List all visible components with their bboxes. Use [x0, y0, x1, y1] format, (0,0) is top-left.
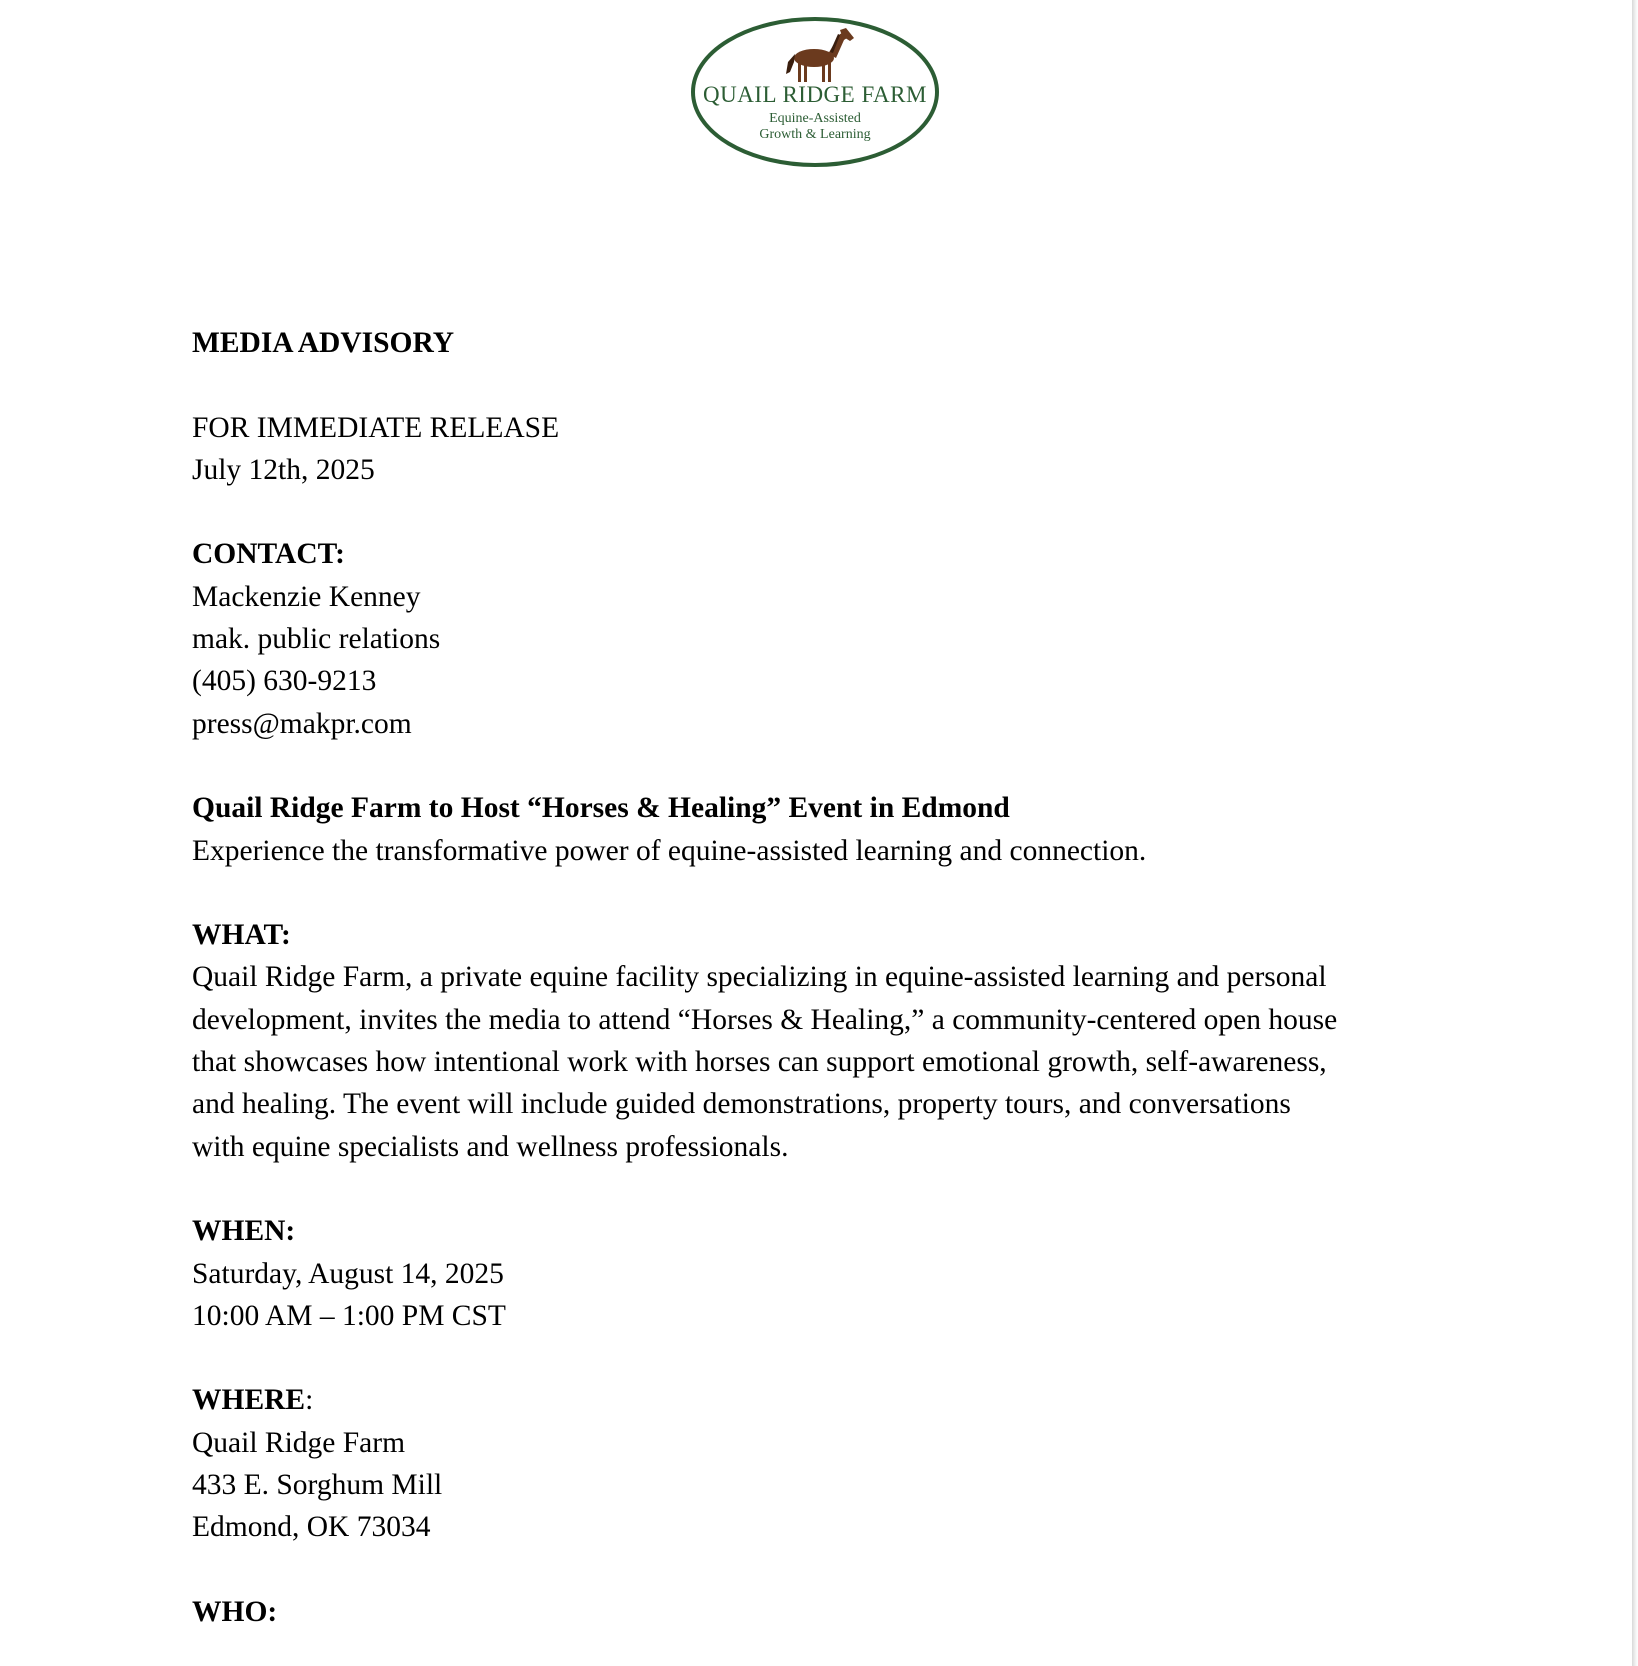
- where-heading-label: WHERE: [192, 1384, 306, 1417]
- spacer: [192, 491, 1462, 533]
- spacer: [192, 364, 1462, 406]
- what-line: with equine specialists and wellness professionals.: [192, 1130, 789, 1163]
- where-venue: Quail Ridge Farm: [192, 1426, 406, 1459]
- headline-subtitle: Experience the transformative power of equine-assisted learning and connection.: [192, 834, 1147, 867]
- spacer: [192, 872, 1462, 914]
- contact-name: Mackenzie Kenney: [192, 580, 421, 613]
- what-line: development, invites the media to attend “Horses & Healing,” a community-centered open house: [192, 1003, 1338, 1036]
- spacer: [192, 745, 1462, 787]
- where-heading: [192, 1379, 1462, 1421]
- contact-phone: (405) 630-9213: [192, 665, 377, 698]
- what-line: that showcases how intentional work with horses can support emotional growth, self-awareness,: [192, 1046, 1327, 1079]
- where-street: 433 E. Sorghum Mill: [192, 1469, 443, 1502]
- media-advisory-heading: MEDIA ADVISORY: [192, 327, 455, 359]
- when-day: Saturday, August 14, 2025: [192, 1257, 504, 1290]
- who-heading: WHO:: [192, 1595, 278, 1628]
- contact-heading: CONTACT:: [192, 538, 345, 571]
- quail-ridge-farm-logo: [690, 16, 940, 168]
- what-line: and healing. The event will include guided demonstrations, property tours, and conversations: [192, 1088, 1291, 1121]
- logo-tagline-2: Growth & Learning: [759, 127, 871, 142]
- logo-emblem: [690, 16, 940, 168]
- where-city: Edmond, OK 73034: [192, 1511, 431, 1544]
- headline-title: Quail Ridge Farm to Host “Horses & Healing” Event in Edmond: [192, 792, 1010, 825]
- when-time: 10:00 AM – 1:00 PM CST: [192, 1299, 506, 1332]
- contact-org: mak. public relations: [192, 623, 441, 656]
- logo-tagline-1: Equine-Assisted: [769, 111, 861, 126]
- release-date: July 12th, 2025: [192, 453, 375, 486]
- what-line: Quail Ridge Farm, a private equine facility specializing in equine-assisted learning and personal: [192, 961, 1327, 994]
- spacer: [192, 1549, 1462, 1591]
- logo-brand-text: QUAIL RIDGE FARM: [703, 82, 927, 107]
- release-line: FOR IMMEDIATE RELEASE: [192, 411, 560, 444]
- contact-email: press@makpr.com: [192, 707, 412, 740]
- when-heading: WHEN:: [192, 1215, 296, 1248]
- what-heading: WHAT:: [192, 919, 291, 952]
- spacer: [192, 1168, 1462, 1210]
- advisory-body: [192, 322, 1462, 1633]
- where-heading-colon: :: [305, 1384, 314, 1417]
- page-edge-shadow: [1632, 0, 1638, 1666]
- spacer: [192, 1337, 1462, 1379]
